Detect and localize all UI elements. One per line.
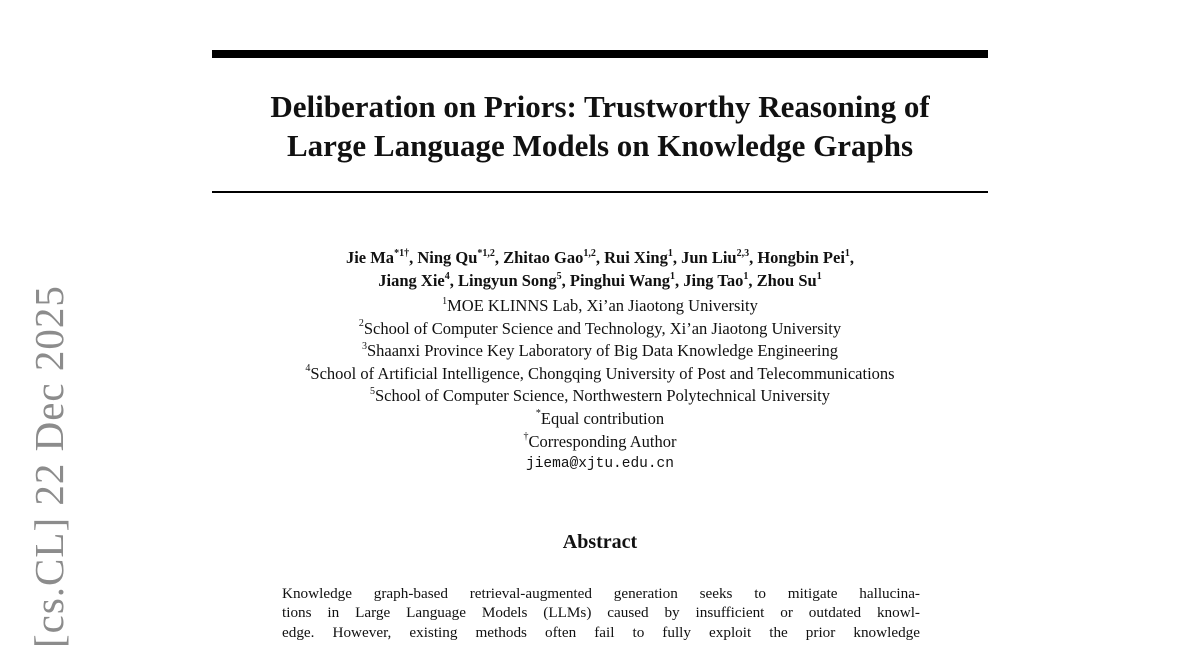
author: Zhou Su$^1$: [756, 270, 822, 290]
title-top-rule: [212, 50, 988, 58]
author: Pinghui Wang$^1$: [569, 270, 675, 290]
paper-title: [212, 87, 988, 165]
title-line-2: Large Language Models on Knowledge Graphs: [286, 128, 914, 163]
author: Zhitao Gao$^{1,2}$: [503, 247, 596, 267]
affiliation: $^5$School of Computer Science, Northwestern Polytechnical University: [369, 385, 831, 406]
author: Rui Xing$^1$: [604, 247, 673, 267]
abstract-line: Knowledge graph-based retrieval-augmented generation seeks to mitigate hallucina-: [282, 585, 920, 602]
equal-contribution-note: *Equal contribution: [535, 408, 665, 428]
abstract-line: edge. However, existing methods often fail to fully exploit the prior knowledge: [282, 623, 920, 641]
arxiv-side-stamp: [cs.CL] 22 Dec 2025: [26, 285, 72, 648]
author-line-1: Jie $Ma^{*1\dagger}$, Ning Qu$^{*1,2}$, Zhitao Gao$^{1,2}$, Rui Xing$^1$, Jun Liu$^{2,3}$, Hongbin Pei$^1$,: [345, 247, 855, 267]
affiliation: $^3$Shaanxi Province Key Laboratory of Big Data Knowledge Engineering: [361, 340, 839, 361]
author: Jiang Xie$^4$: [378, 270, 450, 290]
author: Lingyun Song$^5$: [458, 270, 562, 290]
abstract-heading: Abstract: [562, 531, 638, 553]
contact-email: jiema@xjtu.edu.cn: [526, 456, 674, 473]
abstract-body: [282, 584, 920, 642]
affiliation: $^1$MOE KLINNS Lab, Xi’an Jiaotong University: [442, 295, 758, 315]
author: Hongbin Pei$^1$: [757, 247, 850, 267]
author: Ning Qu$^{*1,2}$: [417, 247, 495, 267]
author-line-2: Jiang Xie$^4$, Lingyun Song$^5$, Pinghui Wang$^1$, Jing Tao$^1$, Zhou Su$^1$: [378, 270, 822, 290]
title-line-1: Deliberation on Priors: Trustworthy Reasoning of: [270, 89, 930, 124]
author: Jing Tao$^1$: [683, 270, 749, 290]
author: Jun Liu$^{2,3}$: [681, 247, 750, 267]
author: Jie $Ma^{*1\dagger}$: [345, 247, 410, 267]
title-bottom-rule: [212, 191, 988, 193]
author-list: [150, 246, 1050, 292]
affiliation-list: [150, 295, 1050, 476]
corresponding-author-note: †Corresponding Author: [523, 431, 677, 451]
affiliation: $^2$School of Computer Science and Technology, Xi’an Jiaotong University: [358, 318, 842, 338]
abstract-line: tions in Large Language Models (LLMs) caused by insufficient or outdated knowl-: [282, 604, 920, 622]
affiliation: $^4$School of Artificial Intelligence, Chongqing University of Post and Telecommunications: [305, 363, 895, 383]
